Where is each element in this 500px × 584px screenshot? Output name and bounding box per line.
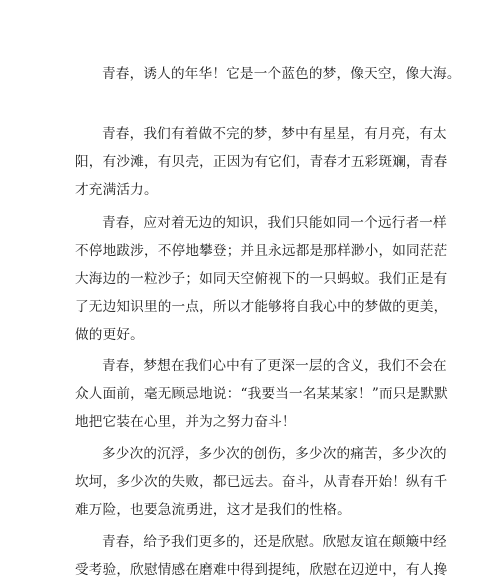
paragraph-6: [75, 528, 448, 584]
paragraph-line: 才充满活力。: [75, 182, 158, 198]
paragraph-line: 大海边的一粒沙子；如同天空俯视下的一只蚂蚁。我们正是有: [75, 271, 448, 287]
paragraph-line: 不停地跋涉，不停地攀登；并且永远都是那样渺小，如同茫茫: [75, 243, 448, 259]
paragraph-line: 受考验，欣慰情感在磨难中得到提纯，欣慰在辺逆中，有人搀: [75, 562, 448, 578]
paragraph-line: 众人面前，毫无顾忌地说：“我要当一名某某家！”而只是默默: [75, 386, 448, 402]
paragraph-line: 青春，诱人的年华！它是一个蓝色的梦，像天空，像大海。: [102, 66, 461, 82]
paragraph-line: 多少次的沉浮，多少次的创伤，多少次的痛苦，多少次的: [102, 446, 447, 462]
paragraph-line: 青春，应对着无边的知识，我们只能如同一个远行者一样: [102, 215, 447, 231]
paragraph-line: 了无边知识里的一点，所以才能够将自我心中的梦做的更美，: [75, 299, 448, 315]
paragraph-2: [75, 120, 448, 204]
paragraph-line: 坎坷，多少次的失败，都已远去。奋斗，从青春开始！纵有千: [75, 474, 448, 490]
paragraph-line: 青春，给予我们更多的，还是欣慰。欣慰友谊在颠簸中经: [102, 534, 447, 550]
paragraph-line: 难万险，也要急流勇进，这才是我们的性格。: [75, 502, 351, 518]
paragraph-line: 阳，有沙滩，有贝壳，正因为有它们，青春才五彩斑斓，青春: [75, 154, 448, 170]
paragraph-3: [75, 209, 448, 349]
paragraph-line: 青春，梦想在我们心中有了更深一层的含义，我们不会在: [102, 358, 447, 374]
paragraph-line: 地把它装在心里，并为之努力奋斗！: [75, 414, 296, 430]
paragraph-5: [75, 440, 448, 524]
paragraph-line: 做的更好。: [75, 327, 144, 343]
paragraph-1: [102, 60, 461, 88]
paragraph-line: 青春，我们有着做不完的梦，梦中有星星，有月亮，有太: [102, 126, 447, 142]
paragraph-4: [75, 352, 448, 436]
